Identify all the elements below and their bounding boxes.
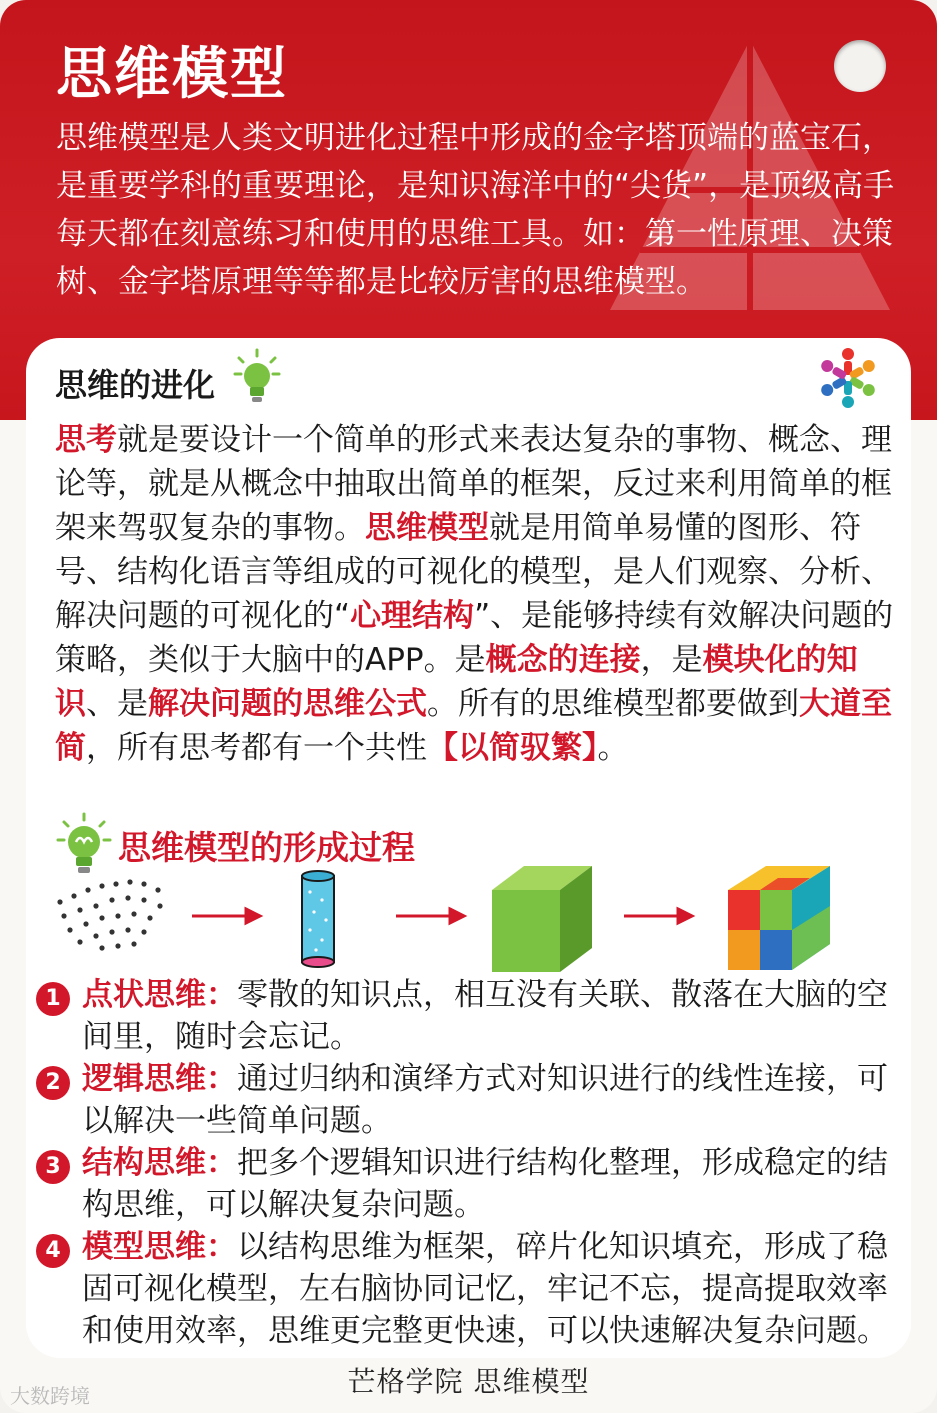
arrow-right-icon: [192, 909, 260, 923]
punch-hole: [834, 40, 886, 92]
highlight-modular-knowledge: 模块化的知识: [55, 642, 858, 722]
step-description: 零散的知识点，相互没有关联、散落在大脑的空间里，随时会忘记。: [82, 977, 888, 1055]
step-description: 通过归纳和演绎方式对知识进行的线性连接，可以解决一些简单问题。: [82, 1061, 888, 1139]
cylinder-icon: [302, 871, 334, 967]
step-number-badge: 4: [36, 1234, 70, 1268]
step-number-badge: 3: [36, 1150, 70, 1184]
list-item: [36, 1226, 906, 1352]
lightbulb-icon: [233, 348, 281, 404]
step-label: 点状思维：: [82, 977, 237, 1013]
section-title: 思维的进化: [55, 366, 216, 404]
highlight-mental-structure: 心理结构: [350, 598, 475, 634]
highlight-thinking-model: 思维模型: [365, 510, 489, 546]
step-description: 把多个逻辑知识进行结构化整理，形成稳定的结构思维，可以解决复杂问题。: [82, 1145, 888, 1223]
list-item: [36, 1058, 906, 1142]
green-cube-icon: [492, 866, 592, 972]
arrow-right-icon: [396, 909, 464, 923]
section-body: 思考就是要设计一个简单的形式来表达复杂的事物、概念、理论等，就是从概念中抽取出简单的框架，反过来利用简单的框架来驾驭复杂的事物。思维模型就是用简单易懂的图形、符号、结构化语言等组成的可视化的模型，是人们观察、分析、解决问题的可视化的“心理结构”、是能够持续有效解决问题的策略，类似于大脑中的APP。是概念的连接，是模块化的知识、是解决问题的思维公式。所有的思维模型都要做到大道至简，所有思考都有一个共性【以简驭繁】。: [55, 422, 894, 766]
page-title: 思维模型: [56, 42, 288, 107]
step-number-badge: 1: [36, 982, 70, 1016]
step-number-badge: 2: [36, 1066, 70, 1100]
process-diagram: [40, 860, 910, 980]
intro-text: 思维模型是人类文明进化过程中形成的金字塔顶端的蓝宝石，是重要学科的重要理论，是知识海洋中的“尖货”，是顶级高手每天都在刻意练习和使用的思维工具。如：第一性原理、决策树、金字塔原理等等都是比较厉害的思维模型。: [56, 120, 895, 300]
people-circle-icon: [812, 344, 884, 412]
highlight-simple-over-complex: 【以简驭繁】: [427, 730, 598, 766]
colorful-cube-icon: [728, 866, 830, 970]
list-item: [36, 974, 906, 1058]
highlight-formula: 解决问题的思维公式: [148, 686, 427, 722]
steps-list: [36, 974, 906, 1352]
highlight-concept-link: 概念的连接: [485, 642, 641, 678]
footer-caption: 芒格学院 思维模型: [347, 1365, 590, 1398]
arrow-right-icon: [624, 909, 692, 923]
step-label: 模型思维：: [82, 1229, 237, 1265]
highlight-thinking: 思考: [55, 422, 117, 458]
list-item: [36, 1142, 906, 1226]
step-description: 以结构思维为框架，碎片化知识填充，形成了稳固可视化模型，左右脑协同记忆，牢记不忘，提高提取效率和使用效率，思维更完整更快速，可以快速解决复杂问题。: [82, 1229, 888, 1349]
highlight-simplicity: 大道至简: [55, 686, 892, 766]
step-label: 逻辑思维：: [82, 1061, 237, 1097]
scattered-dots-icon: [57, 879, 162, 950]
process-title: 思维模型的形成过程: [118, 828, 415, 867]
watermark-text: 大数跨境: [10, 1384, 90, 1408]
step-label: 结构思维：: [82, 1145, 237, 1181]
